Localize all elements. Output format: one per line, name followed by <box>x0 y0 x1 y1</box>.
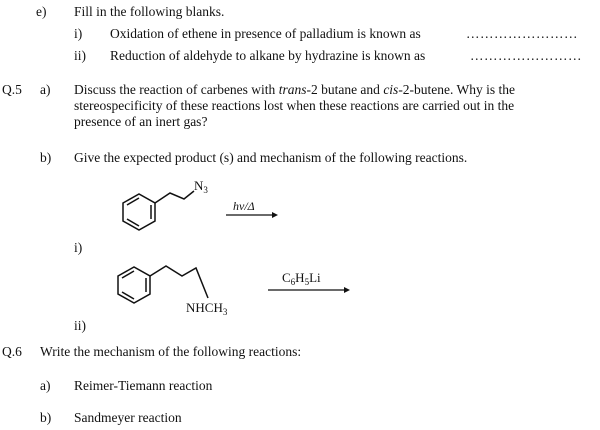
question-6b-text: Sandmeyer reaction <box>74 410 182 425</box>
alkyl-chain-1 <box>155 191 194 203</box>
reaction-arrow-1-head <box>272 212 278 218</box>
question-5b-marker: b) <box>40 150 52 165</box>
blank-i-text: Oxidation of ethene in presence of palladium is known as <box>110 26 421 41</box>
question-6-number: Q.6 <box>2 344 22 359</box>
question-6a-marker: a) <box>40 378 51 393</box>
question-e-marker: e) <box>36 4 47 19</box>
reaction-2-reagent: $C_6H_5Li$ <box>282 270 321 287</box>
question-5b-text: Give the expected product (s) and mechanism of the following reactions. <box>74 150 468 165</box>
reaction-ii-label: ii) <box>74 318 86 333</box>
blank-ii-number: ii) <box>74 48 86 63</box>
methylamino-group-label: $NHCH_3$ <box>186 300 228 317</box>
azide-group-label: $N_3$ <box>194 178 208 195</box>
question-6-text: Write the mechanism of the following reactions: <box>40 344 302 359</box>
blank-ii-dots[interactable]: …………………… <box>470 48 582 63</box>
blank-i-dots[interactable]: …………………… <box>466 26 578 41</box>
blank-ii-text: Reduction of aldehyde to alkane by hydrazine is known as <box>110 48 426 63</box>
benzene-ring-2 <box>118 267 150 303</box>
question-5a-marker: a) <box>40 82 51 97</box>
blank-i-number: i) <box>74 26 83 41</box>
reaction-i-label: i) <box>74 240 83 255</box>
question-5a-line2: stereospecificity of these reactions lost when these reactions are carried out in the <box>74 98 515 113</box>
question-e-title: Fill in the following blanks. <box>74 4 225 19</box>
question-5a-line1: Discuss the reaction of carbenes with trans-2 butane and cis-2-butene. Why is the <box>74 82 516 97</box>
question-6a-text: Reimer-Tiemann reaction <box>74 378 213 393</box>
question-5-number: Q.5 <box>2 82 22 97</box>
benzene-ring-1 <box>123 194 155 230</box>
reaction-1-condition: hν/Δ <box>233 199 255 213</box>
question-5a-line3: presence of an inert gas? <box>74 114 208 129</box>
reaction-arrow-2-head <box>344 287 350 293</box>
alkyl-chain-2 <box>150 266 208 298</box>
question-6b-marker: b) <box>40 410 52 425</box>
